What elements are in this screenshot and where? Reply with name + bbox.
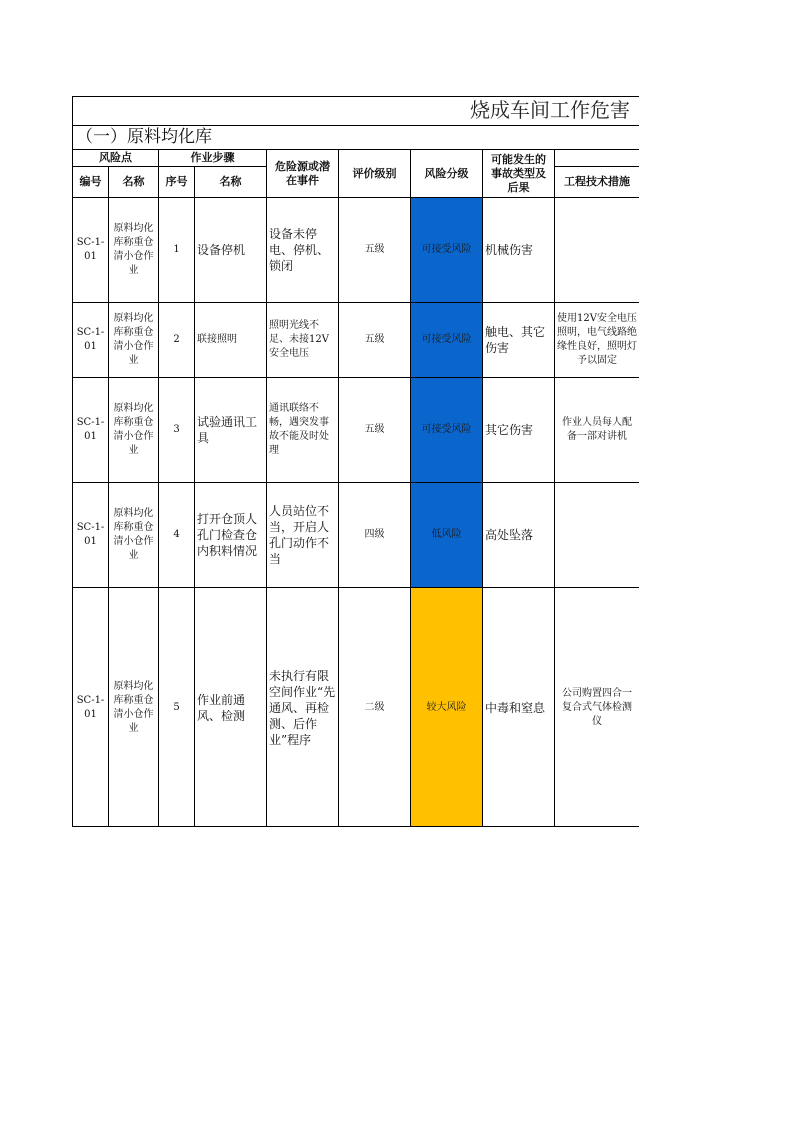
- row-hazard: 通讯联络不畅，遇突发事故不能及时处理: [266, 377, 338, 482]
- row-risk-grade: 低风险: [410, 482, 482, 587]
- row-risk-name: 原料均化库称重仓清小仓作业: [108, 197, 158, 302]
- row-measure: 使用12V安全电压照明，电气线路绝缘性良好，照明灯予以固定: [554, 302, 639, 377]
- section-title: （一）原料均化库: [76, 127, 212, 147]
- row-code: SC-1-01: [72, 197, 108, 302]
- row-step: 作业前通风、检测: [194, 587, 266, 827]
- row-code: SC-1-01: [72, 302, 108, 377]
- row-hazard: 设备未停电、停机、锁闭: [266, 197, 338, 302]
- header-engineering: 工程技术措施: [554, 166, 639, 197]
- row-measure: [554, 197, 639, 302]
- header-risk-grade: 风险分级: [410, 149, 482, 197]
- row-measure: [554, 482, 639, 587]
- row-code: SC-1-01: [72, 482, 108, 587]
- row-step: 联接照明: [194, 302, 266, 377]
- row-step: 打开仓顶人孔门检查仓内积料情况: [194, 482, 266, 587]
- row-level: 五级: [338, 197, 410, 302]
- row-level: 五级: [338, 377, 410, 482]
- row-seq: 1: [158, 197, 194, 302]
- row-risk-grade: 可接受风险: [410, 302, 482, 377]
- row-step: 试验通讯工具: [194, 377, 266, 482]
- header-code: 编号: [72, 166, 108, 197]
- row-measure: 作业人员每人配备一部对讲机: [554, 377, 639, 482]
- row-accident: 机械伤害: [482, 197, 554, 302]
- row-hazard: 人员站位不当，开启人孔门动作不当: [266, 482, 338, 587]
- header-name: 名称: [108, 166, 158, 197]
- row-accident: 高处坠落: [482, 482, 554, 587]
- header-eval-level: 评价级别: [338, 149, 410, 197]
- row-accident: 触电、其它伤害: [482, 302, 554, 377]
- header-risk-point: 风险点: [72, 149, 158, 166]
- title-divider: [72, 125, 639, 126]
- row-code: SC-1-01: [72, 377, 108, 482]
- row-risk-grade: 可接受风险: [410, 377, 482, 482]
- row-level: 二级: [338, 587, 410, 827]
- row-risk-name: 原料均化库称重仓清小仓作业: [108, 587, 158, 827]
- header-seq: 序号: [158, 166, 194, 197]
- row-measure: 公司购置四合一复合式气体检测仪: [554, 587, 639, 827]
- row-hazard: 未执行有限空间作业“先通风、再检测、后作业”程序: [266, 587, 338, 827]
- row-level: 五级: [338, 302, 410, 377]
- row-code: SC-1-01: [72, 587, 108, 827]
- row-seq: 4: [158, 482, 194, 587]
- row-level: 四级: [338, 482, 410, 587]
- header-work-steps: 作业步骤: [158, 149, 266, 166]
- row-seq: 5: [158, 587, 194, 827]
- header-step-name: 名称: [194, 166, 266, 197]
- table-bottom-border: [72, 826, 639, 827]
- header-possible-accident: 可能发生的事故类型及后果: [482, 149, 554, 197]
- row-risk-grade: 可接受风险: [410, 197, 482, 302]
- row-hazard: 照明光线不足、未接12V安全电压: [266, 302, 338, 377]
- sheet-title: 烧成车间工作危害: [470, 98, 630, 122]
- row-risk-name: 原料均化库称重仓清小仓作业: [108, 302, 158, 377]
- row-step: 设备停机: [194, 197, 266, 302]
- row-risk-name: 原料均化库称重仓清小仓作业: [108, 482, 158, 587]
- row-seq: 3: [158, 377, 194, 482]
- row-risk-name: 原料均化库称重仓清小仓作业: [108, 377, 158, 482]
- table-top-border: [72, 96, 639, 97]
- risk-assessment-sheet: [72, 96, 639, 827]
- row-risk-grade: 较大风险: [410, 587, 482, 827]
- header-controls-blank: [554, 149, 639, 166]
- row-seq: 2: [158, 302, 194, 377]
- header-hazard: 危险源或潜在事件: [266, 149, 338, 197]
- table-left-border: [72, 96, 73, 827]
- row-accident: 中毒和窒息: [482, 587, 554, 827]
- row-accident: 其它伤害: [482, 377, 554, 482]
